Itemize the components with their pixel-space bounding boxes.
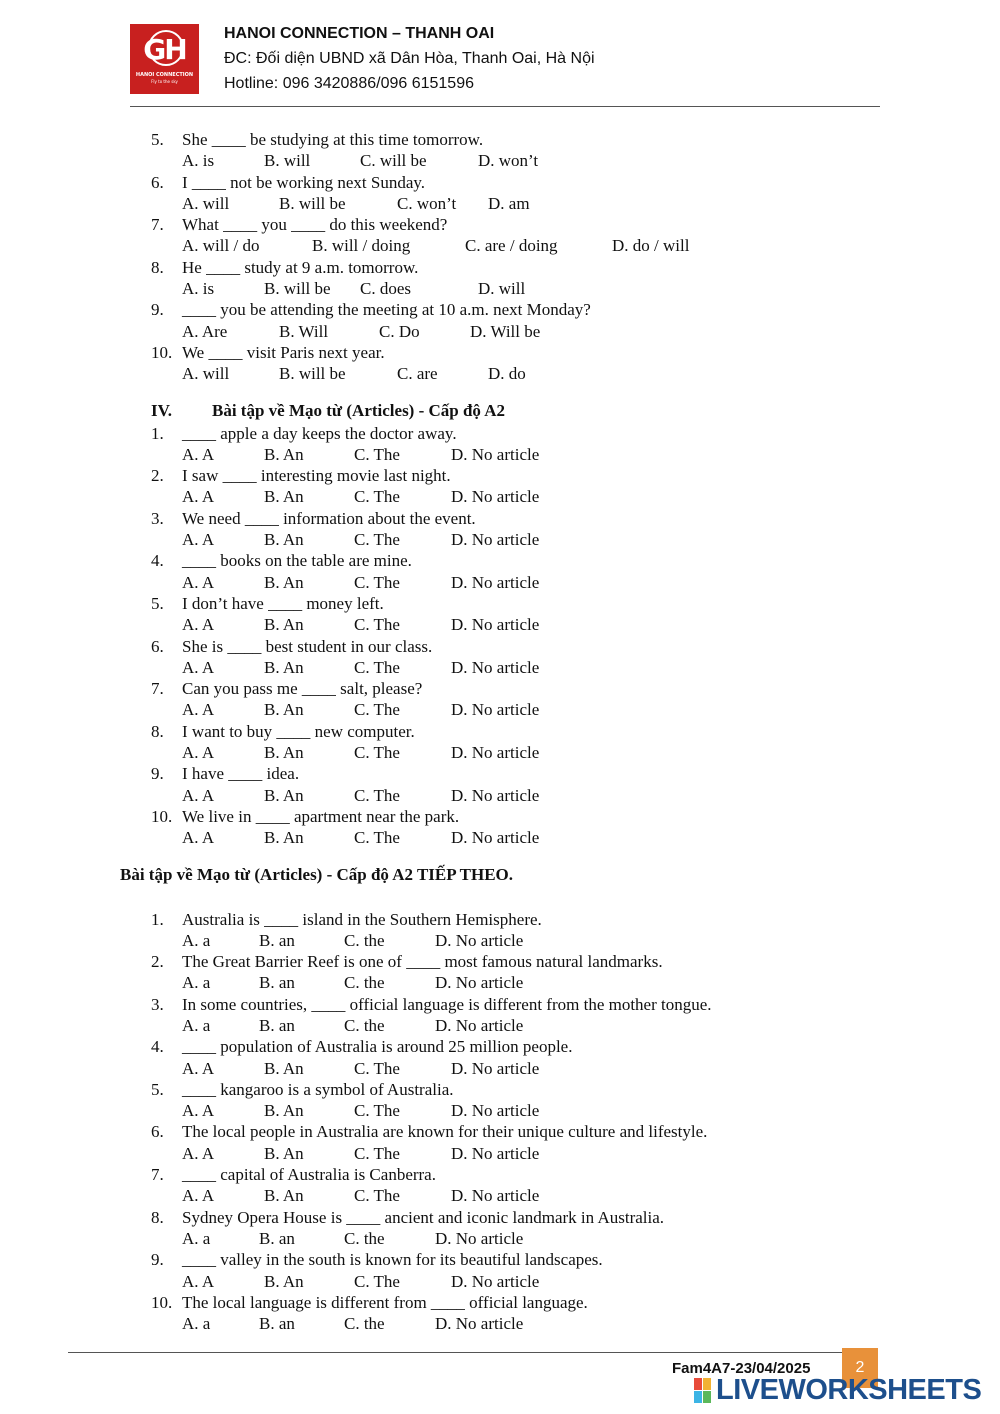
answer-option[interactable]: C. are: [397, 364, 438, 384]
question-text: I have ____ idea.: [182, 764, 300, 784]
question-item: [120, 1164, 840, 1185]
articles-continued-questions: [120, 909, 840, 1335]
question-text: I don’t have ____ money left.: [182, 593, 384, 613]
answer-option[interactable]: B. an: [259, 973, 295, 993]
question-item: [120, 763, 840, 784]
answer-option[interactable]: D. No article: [451, 530, 540, 550]
question-text: She is ____ best student in our class.: [182, 636, 433, 656]
question-item: [120, 1207, 840, 1228]
answer-option[interactable]: A. will / do: [182, 236, 260, 256]
answer-option[interactable]: C. the: [344, 1228, 385, 1248]
answer-option[interactable]: A. a: [182, 930, 211, 950]
answer-options: [120, 1313, 840, 1334]
answer-option[interactable]: D. am: [488, 193, 530, 213]
answer-option[interactable]: D. No article: [451, 615, 540, 635]
section-roman-numeral: IV.: [151, 400, 172, 420]
answer-options: [120, 1271, 840, 1292]
question-item: [120, 342, 840, 363]
question-text: We ____ visit Paris next year.: [182, 342, 385, 362]
answer-option[interactable]: C. The: [354, 530, 400, 550]
answer-option[interactable]: C. The: [354, 572, 400, 592]
answer-option[interactable]: A. A: [182, 487, 215, 507]
answer-option[interactable]: D. No article: [451, 785, 540, 805]
answer-option[interactable]: D. No article: [451, 1058, 540, 1078]
question-item: [120, 299, 840, 320]
question-number: 3.: [151, 994, 164, 1014]
answer-option[interactable]: B. will be: [279, 364, 346, 384]
question-item: [120, 806, 840, 827]
question-text: ____ valley in the south is known for its beautiful landscapes.: [182, 1250, 603, 1270]
answer-option[interactable]: C. are / doing: [465, 236, 558, 256]
answer-options: [120, 972, 840, 993]
page-header: [130, 22, 880, 108]
answer-option[interactable]: D. No article: [451, 657, 540, 677]
answer-options: [120, 572, 840, 593]
answer-option[interactable]: B. An: [264, 572, 304, 592]
question-item: [120, 1249, 840, 1270]
answer-option[interactable]: D. No article: [435, 1228, 524, 1248]
answer-option[interactable]: D. No article: [435, 973, 524, 993]
question-number: 1.: [151, 909, 164, 929]
answer-option[interactable]: A. A: [182, 615, 215, 635]
answer-option[interactable]: D. Will be: [470, 321, 541, 341]
answer-option[interactable]: B. An: [264, 743, 304, 763]
question-item: [120, 1121, 840, 1142]
question-number: 6.: [151, 1122, 164, 1142]
answer-options: [120, 614, 840, 635]
answer-option[interactable]: B. An: [264, 657, 304, 677]
footer-divider: [68, 1352, 864, 1353]
answer-options: [120, 1058, 840, 1079]
answer-option[interactable]: C. The: [354, 743, 400, 763]
page-number: 2: [842, 1348, 878, 1388]
answer-option[interactable]: B. An: [264, 615, 304, 635]
question-item: [120, 214, 840, 235]
answer-option[interactable]: C. the: [344, 1314, 385, 1334]
answer-options: [120, 363, 840, 384]
answer-option[interactable]: B. an: [259, 1228, 295, 1248]
answer-option[interactable]: C. will be: [360, 151, 427, 171]
logo-monogram: GH: [143, 33, 186, 66]
answer-option[interactable]: C. the: [344, 1015, 385, 1035]
answer-options: [120, 742, 840, 763]
answer-option[interactable]: A. will: [182, 364, 230, 384]
question-text: We live in ____ apartment near the park.: [182, 806, 460, 826]
answer-option[interactable]: D. No article: [451, 572, 540, 592]
question-item: [120, 257, 840, 278]
answer-option[interactable]: C. the: [344, 973, 385, 993]
answer-option[interactable]: B. will / doing: [312, 236, 411, 256]
question-number: 3.: [151, 508, 164, 528]
question-text: ____ books on the table are mine.: [182, 551, 412, 571]
answer-option[interactable]: D. No article: [451, 700, 540, 720]
question-item: [120, 636, 840, 657]
answer-option[interactable]: B. Will: [279, 321, 329, 341]
question-number: 10.: [151, 1292, 173, 1312]
answer-options: [120, 529, 840, 550]
answer-option[interactable]: B. will be: [264, 279, 331, 299]
answer-options: [120, 1185, 840, 1206]
answer-option[interactable]: D. No article: [451, 1271, 540, 1291]
answer-option[interactable]: D. will: [478, 279, 526, 299]
question-text: ____ capital of Australia is Canberra.: [182, 1165, 436, 1185]
question-item: [120, 678, 840, 699]
question-text: ____ kangaroo is a symbol of Australia.: [182, 1079, 454, 1099]
question-number: 8.: [151, 721, 164, 741]
answer-options: [120, 1143, 840, 1164]
answer-option[interactable]: B. An: [264, 1186, 304, 1206]
answer-option[interactable]: D. No article: [435, 930, 524, 950]
company-logo: [130, 24, 199, 94]
header-text: [224, 22, 595, 96]
answer-option[interactable]: C. The: [354, 1058, 400, 1078]
answer-options: [120, 930, 840, 951]
answer-option[interactable]: A. A: [182, 785, 215, 805]
question-text: I ____ not be working next Sunday.: [182, 172, 426, 192]
answer-options: [120, 699, 840, 720]
answer-option[interactable]: A. is: [182, 151, 215, 171]
answer-option[interactable]: D. No article: [451, 1186, 540, 1206]
answer-option[interactable]: A. A: [182, 1271, 215, 1291]
answer-option[interactable]: B. An: [264, 700, 304, 720]
answer-option[interactable]: B. an: [259, 1314, 295, 1334]
answer-option[interactable]: B. An: [264, 828, 304, 848]
question-number: 2.: [151, 466, 164, 486]
question-item: [120, 909, 840, 930]
answer-option[interactable]: B. An: [264, 785, 304, 805]
question-number: 2.: [151, 952, 164, 972]
answer-option[interactable]: C. The: [354, 657, 400, 677]
worksheet-content: [120, 129, 840, 1334]
question-text: The local language is different from ____ official language.: [182, 1292, 588, 1312]
answer-option[interactable]: C. does: [360, 279, 411, 299]
answer-options: [120, 657, 840, 678]
answer-option[interactable]: A. A: [182, 530, 215, 550]
answer-option[interactable]: A. A: [182, 1186, 215, 1206]
answer-option[interactable]: A. A: [182, 828, 215, 848]
question-text: He ____ study at 9 a.m. tomorrow.: [182, 257, 419, 277]
answer-option[interactable]: C. The: [354, 1271, 400, 1291]
answer-option[interactable]: D. No article: [451, 1143, 540, 1163]
footer-code: Fam4A7-23/04/2025: [672, 1360, 811, 1377]
question-item: [120, 172, 840, 193]
question-text: ____ population of Australia is around 25 million people.: [182, 1037, 573, 1057]
answer-option[interactable]: D. No article: [451, 743, 540, 763]
answer-option[interactable]: D. do: [488, 364, 526, 384]
header-divider: [130, 106, 880, 107]
logo-tagline: Fly to the sky: [151, 79, 178, 84]
liveworksheets-watermark: [694, 1374, 981, 1406]
answer-option[interactable]: D. No article: [451, 487, 540, 507]
question-number: 9.: [151, 1250, 164, 1270]
question-number: 5.: [151, 130, 164, 149]
answer-option[interactable]: B. An: [264, 530, 304, 550]
answer-options: [120, 193, 840, 214]
answer-options: [120, 235, 840, 256]
answer-option[interactable]: C. The: [354, 487, 400, 507]
answer-options: [120, 444, 840, 465]
company-address: ĐC: Đối diện UBND xã Dân Hòa, Thanh Oai, Hà Nội: [224, 50, 595, 67]
question-text: ____ you be attending the meeting at 10 a.m. next Monday?: [182, 300, 591, 320]
question-item: [120, 593, 840, 614]
question-number: 5.: [151, 593, 164, 613]
answer-option[interactable]: B. will be: [279, 193, 346, 213]
question-number: 8.: [151, 1207, 164, 1227]
answer-option[interactable]: A. a: [182, 973, 211, 993]
answer-option[interactable]: A. A: [182, 1143, 215, 1163]
question-item: [120, 423, 840, 444]
answer-option[interactable]: C. The: [354, 1186, 400, 1206]
liveworksheets-logo-icon: [694, 1378, 712, 1404]
answer-option[interactable]: C. The: [354, 444, 400, 464]
articles-questions: [120, 423, 840, 849]
question-number: 7.: [151, 679, 164, 699]
answer-options: [120, 1100, 840, 1121]
question-text: In some countries, ____ official language is different from the mother tongue.: [182, 994, 712, 1014]
answer-option[interactable]: C. The: [354, 615, 400, 635]
answer-option[interactable]: A. is: [182, 279, 215, 299]
answer-option[interactable]: D. No article: [451, 1101, 540, 1121]
answer-option[interactable]: B. will: [264, 151, 311, 171]
question-number: 7.: [151, 1165, 164, 1185]
answer-options: [120, 278, 840, 299]
answer-options: [120, 1015, 840, 1036]
answer-option[interactable]: B. an: [259, 930, 295, 950]
question-number: 9.: [151, 300, 164, 320]
answer-option[interactable]: C. The: [354, 1143, 400, 1163]
question-item: [120, 1036, 840, 1057]
question-number: 5.: [151, 1079, 164, 1099]
section-title: Bài tập về Mạo từ (Articles) - Cấp độ A2: [212, 400, 506, 420]
question-item: [120, 508, 840, 529]
answer-option[interactable]: D. No article: [451, 828, 540, 848]
question-item: [120, 951, 840, 972]
answer-option[interactable]: C. Do: [379, 321, 420, 341]
section-next-heading: Bài tập về Mạo từ (Articles) - Cấp độ A2 TIẾP THEO.: [120, 864, 514, 884]
answer-option[interactable]: C. The: [354, 1101, 400, 1121]
question-text: Can you pass me ____ salt, please?: [182, 679, 423, 699]
question-number: 10.: [151, 342, 173, 362]
answer-option[interactable]: D. do / will: [612, 236, 690, 256]
answer-option[interactable]: B. an: [259, 1015, 295, 1035]
answer-options: [120, 785, 840, 806]
answer-options: [120, 486, 840, 507]
future-continuous-questions: [120, 129, 840, 385]
question-text: Sydney Opera House is ____ ancient and iconic landmark in Australia.: [182, 1207, 665, 1227]
answer-options: [120, 321, 840, 342]
answer-option[interactable]: A. A: [182, 572, 215, 592]
question-text: Australia is ____ island in the Southern Hemisphere.: [182, 909, 542, 929]
question-item: [120, 465, 840, 486]
answer-option[interactable]: C. The: [354, 785, 400, 805]
question-item: [120, 1079, 840, 1100]
question-number: 4.: [151, 551, 164, 571]
answer-option[interactable]: A. Are: [182, 321, 228, 341]
answer-option[interactable]: A. A: [182, 657, 215, 677]
answer-options: [120, 827, 840, 848]
answer-option[interactable]: C. The: [354, 700, 400, 720]
question-number: 6.: [151, 636, 164, 656]
answer-option[interactable]: D. No article: [435, 1314, 524, 1334]
answer-option[interactable]: A. will: [182, 193, 230, 213]
answer-option[interactable]: A. A: [182, 1101, 215, 1121]
question-number: 9.: [151, 764, 164, 784]
answer-option[interactable]: B. An: [264, 1143, 304, 1163]
answer-option[interactable]: B. An: [264, 1271, 304, 1291]
answer-options: [120, 150, 840, 171]
answer-option[interactable]: C. The: [354, 828, 400, 848]
question-number: 1.: [151, 423, 164, 443]
answer-option[interactable]: C. the: [344, 930, 385, 950]
answer-options: [120, 1228, 840, 1249]
question-number: 10.: [151, 806, 173, 826]
logo-ring-icon: [148, 30, 184, 66]
question-item: [120, 994, 840, 1015]
watermark-text: LIVEWORKSHEETS: [716, 1374, 982, 1406]
answer-option[interactable]: B. An: [264, 1058, 304, 1078]
answer-option[interactable]: A. A: [182, 700, 215, 720]
question-number: 4.: [151, 1037, 164, 1057]
answer-option[interactable]: A. a: [182, 1314, 211, 1334]
answer-option[interactable]: D. No article: [451, 444, 540, 464]
question-text: ____ apple a day keeps the doctor away.: [182, 423, 457, 443]
answer-option[interactable]: A. A: [182, 444, 215, 464]
question-number: 6.: [151, 172, 164, 192]
answer-option[interactable]: D. won’t: [478, 151, 539, 171]
question-item: [120, 721, 840, 742]
logo-name: HANOI CONNECTION: [135, 72, 194, 78]
question-text: The Great Barrier Reef is one of ____ most famous natural landmarks.: [182, 952, 663, 972]
section-iv-heading: [120, 399, 840, 423]
company-hotline: Hotline: 096 3420886/096 6151596: [224, 75, 474, 92]
question-text: The local people in Australia are known for their unique culture and lifestyle.: [182, 1122, 708, 1142]
question-number: 7.: [151, 215, 164, 235]
question-text: I saw ____ interesting movie last night.: [182, 466, 451, 486]
answer-option[interactable]: A. a: [182, 1228, 211, 1248]
answer-option[interactable]: A. A: [182, 743, 215, 763]
answer-option[interactable]: A. a: [182, 1015, 211, 1035]
company-name: HANOI CONNECTION – THANH OAI: [224, 25, 495, 42]
answer-option[interactable]: B. An: [264, 487, 304, 507]
answer-option[interactable]: C. won’t: [397, 193, 457, 213]
question-item: [120, 550, 840, 571]
answer-option[interactable]: D. No article: [435, 1015, 524, 1035]
question-item: [120, 1292, 840, 1313]
question-text: She ____ be studying at this time tomorrow.: [182, 130, 484, 149]
question-number: 8.: [151, 257, 164, 277]
answer-option[interactable]: A. A: [182, 1058, 215, 1078]
question-item: [120, 129, 840, 150]
question-text: What ____ you ____ do this weekend?: [182, 215, 448, 235]
answer-option[interactable]: B. An: [264, 444, 304, 464]
question-text: We need ____ information about the event.: [182, 508, 476, 528]
answer-option[interactable]: B. An: [264, 1101, 304, 1121]
question-text: I want to buy ____ new computer.: [182, 721, 415, 741]
